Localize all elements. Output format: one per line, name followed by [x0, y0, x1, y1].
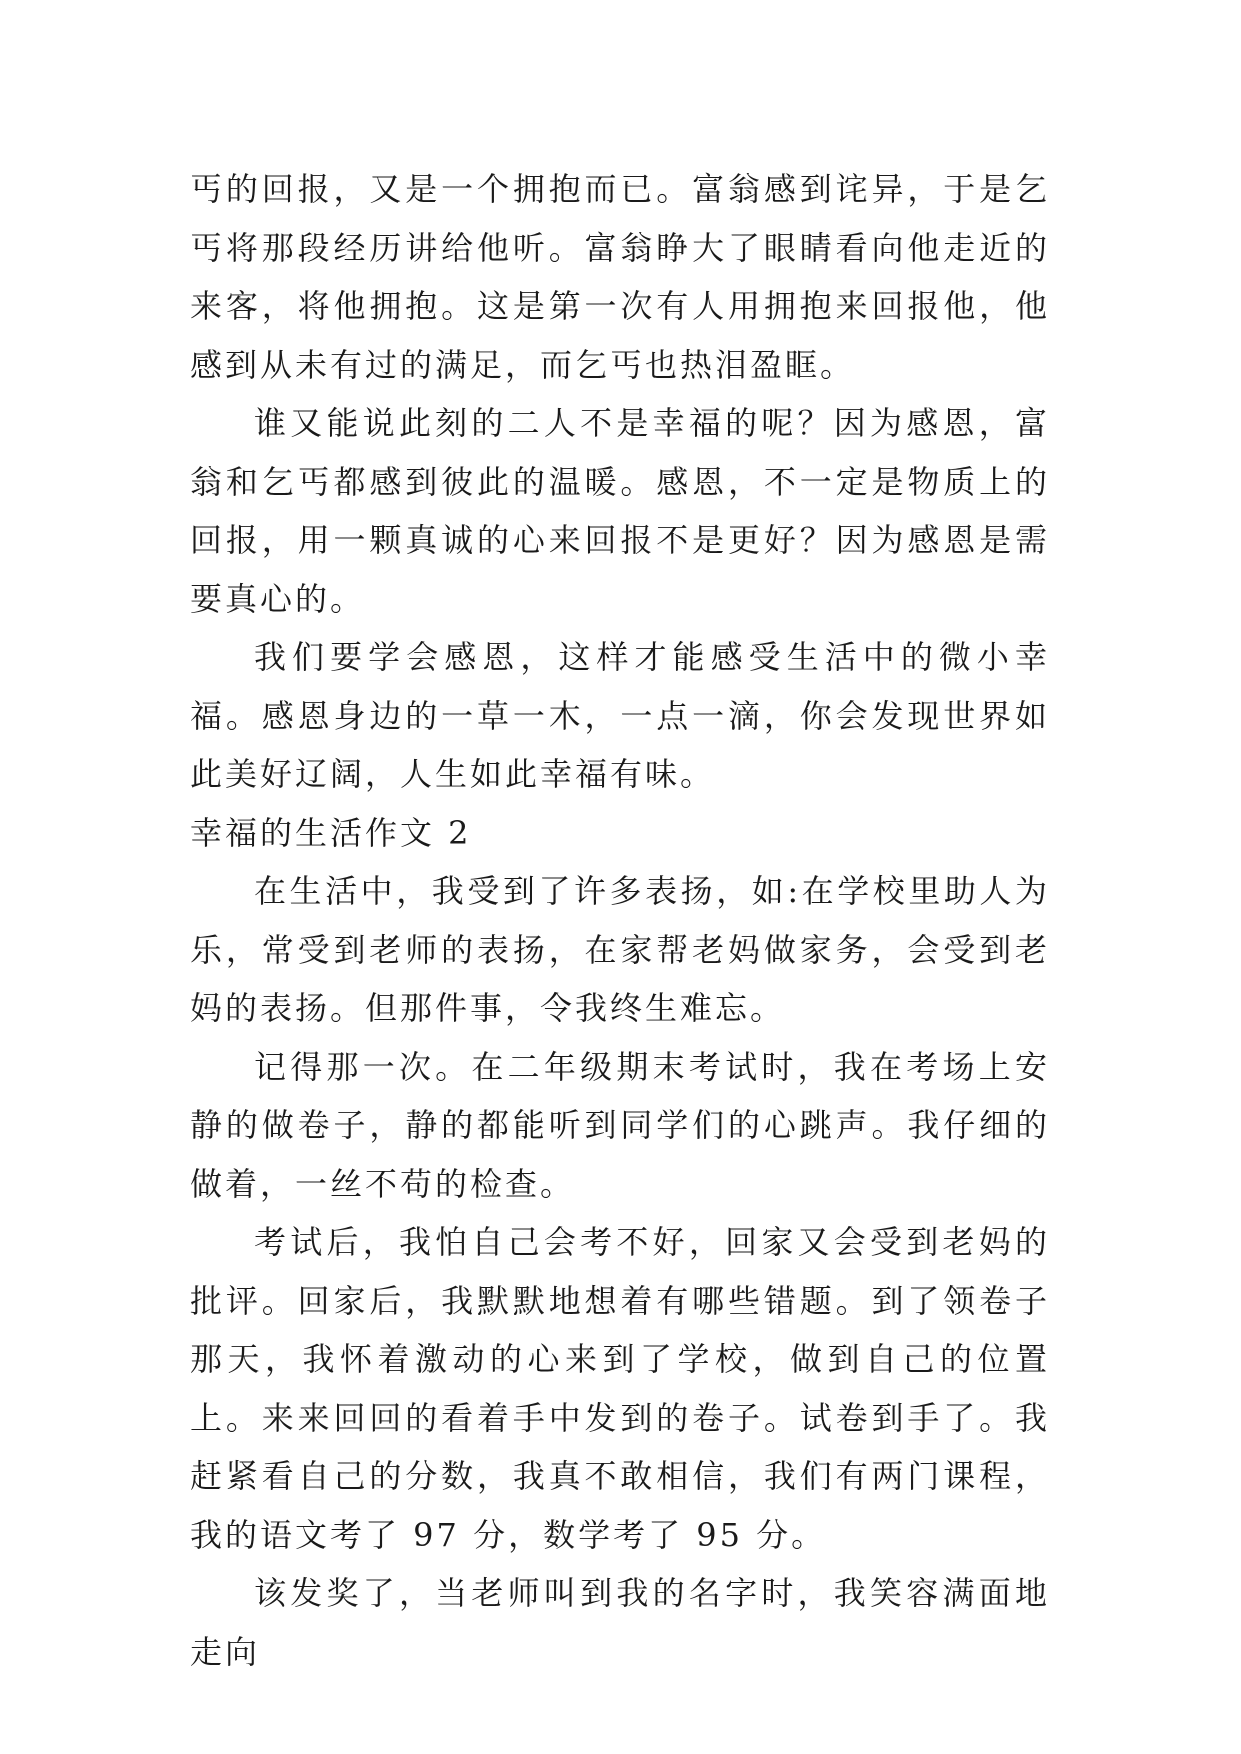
paragraph-7: 该发奖了，当老师叫到我的名字时，我笑容满面地走向: [190, 1574, 1050, 1671]
paragraph-1: 丐的回报，又是一个拥抱而已。富翁感到诧异，于是乞丐将那段经历讲给他听。富翁睁大了眼睛看向他走近的来客，将他拥抱。这是第一次有人用拥抱来回报他，他感到从未有过的满足，而乞丐也热泪盈眶。: [190, 170, 1050, 384]
paragraph-4: 在生活中，我受到了许多表扬，如:在学校里助人为乐，常受到老师的表扬，在家帮老妈做家务，会受到老妈的表扬。但那件事，令我终生难忘。: [190, 872, 1050, 1027]
paragraph-5: 记得那一次。在二年级期末考试时，我在考场上安静的做卷子，静的都能听到同学们的心跳声。我仔细的做着，一丝不苟的检查。: [190, 1047, 1050, 1203]
document-body: [190, 160, 1050, 1681]
paragraph-6: 考试后，我怕自己会考不好，回家又会受到老妈的批评。回家后，我默默地想着有哪些错题。到了领卷子那天，我怀着激动的心来到了学校，做到自己的位置上。来来回回的看着手中发到的卷子。试卷到手了。我赶紧看自己的分数，我真不敢相信，我们有两门课程，我的语文考了 97 分，数学考了 95 分。: [190, 1223, 1050, 1554]
section-heading: 幸福的生活作文 2: [190, 813, 472, 852]
paragraph-3: 我们要学会感恩，这样才能感受生活中的微小幸福。感恩身边的一草一木，一点一滴，你会发现世界如此美好辽阔，人生如此幸福有味。: [190, 638, 1050, 793]
paragraph-2: 谁又能说此刻的二人不是幸福的呢？因为感恩，富翁和乞丐都感到彼此的温暖。感恩，不一定是物质上的回报，用一颗真诚的心来回报不是更好？因为感恩是需要真心的。: [190, 404, 1050, 618]
